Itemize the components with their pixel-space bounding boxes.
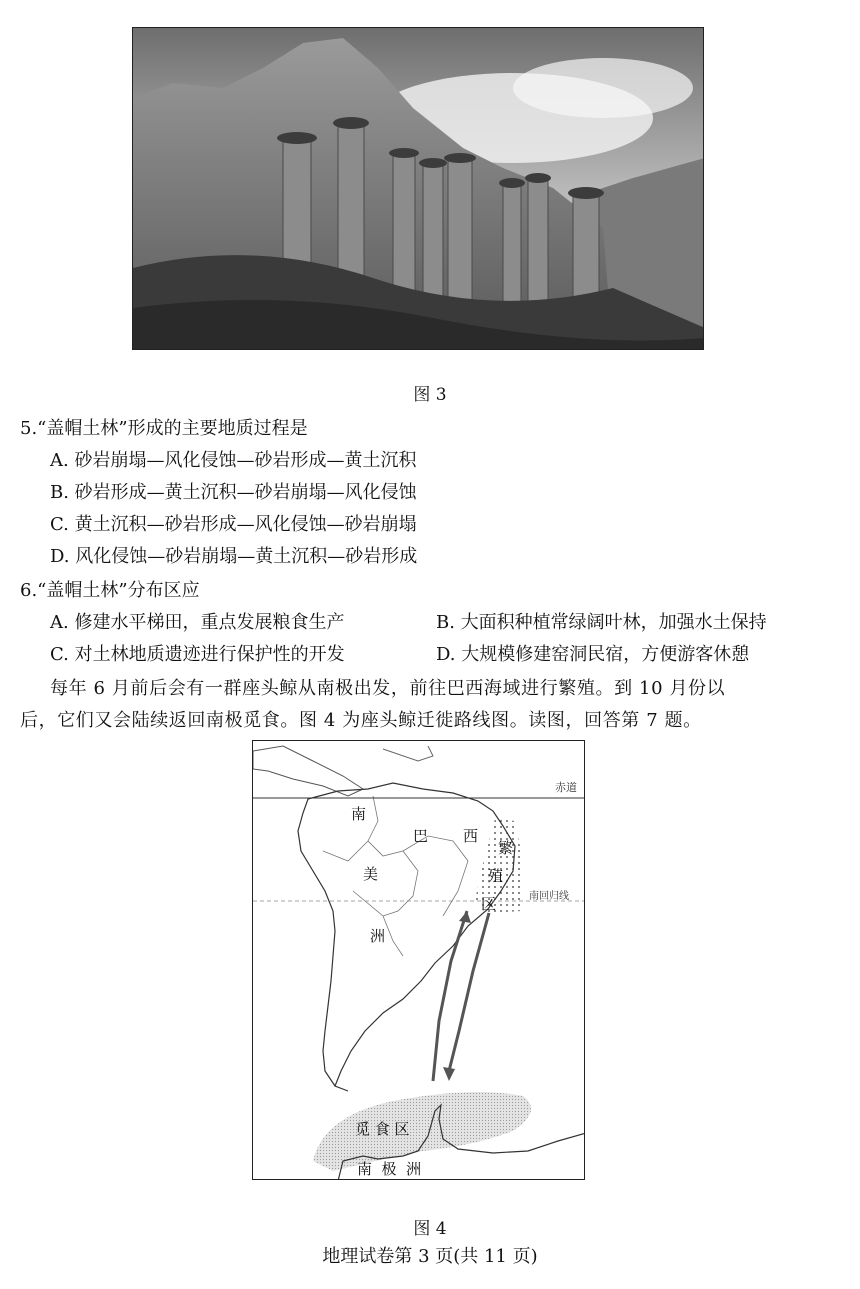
equator-label: 赤道 bbox=[555, 781, 577, 794]
southbound-arrow bbox=[449, 913, 489, 1071]
question-5-option-a: A. 砂岩崩塌—风化侵蚀—砂岩形成—黄土沉积 bbox=[50, 450, 417, 471]
label-breeding-2: 殖 bbox=[488, 867, 504, 885]
question-5-option-d: D. 风化侵蚀—砂岩崩塌—黄土沉积—砂岩形成 bbox=[50, 546, 418, 567]
question-6-option-a: A. 修建水平梯田，重点发展粮食生产 bbox=[50, 612, 345, 633]
question-6-option-c: C. 对土林地质遗迹进行保护性的开发 bbox=[50, 644, 345, 665]
whale-migration-map bbox=[253, 741, 585, 1180]
question-6-option-b: B. 大面积种植常绿阔叶林，加强水土保持 bbox=[436, 612, 767, 633]
question-5-option-b: B. 砂岩形成—黄土沉积—砂岩崩塌—风化侵蚀 bbox=[50, 482, 417, 503]
figure3-caption: 图 3 bbox=[413, 385, 447, 405]
feeding-area bbox=[313, 1092, 531, 1171]
hoodoo-landscape-image bbox=[133, 28, 704, 350]
southbound-arrowhead bbox=[443, 1067, 455, 1081]
figure4-caption: 图 4 bbox=[413, 1219, 447, 1239]
figure3-photo bbox=[132, 27, 704, 350]
question-5-stem: 5.“盖帽土林”形成的主要地质过程是 bbox=[20, 418, 308, 439]
label-antarctica: 南 极 洲 bbox=[357, 1160, 422, 1178]
label-brazil-2: 西 bbox=[463, 827, 479, 845]
northbound-arrow bbox=[433, 911, 467, 1081]
label-brazil-1: 巴 bbox=[413, 827, 429, 845]
label-south-america-3: 洲 bbox=[370, 927, 386, 945]
label-south-america-2: 美 bbox=[363, 865, 379, 883]
passage-line-1: 每年 6 月前后会有一群座头鲸从南极出发，前往巴西海域进行繁殖。到 10 月份以 bbox=[50, 678, 726, 699]
question-5-option-c: C. 黄土沉积—砂岩形成—风化侵蚀—砂岩崩塌 bbox=[50, 514, 417, 535]
tropic-label: 南回归线 bbox=[529, 891, 569, 902]
label-feeding-area: 觅 食 区 bbox=[355, 1120, 410, 1138]
label-breeding-1: 繁 bbox=[498, 839, 514, 857]
label-south-america-1: 南 bbox=[351, 805, 367, 823]
question-6-stem: 6.“盖帽土林”分布区应 bbox=[20, 580, 200, 601]
page-footer: 地理试卷第 3 页(共 11 页) bbox=[322, 1246, 538, 1267]
label-breeding-3: 区 bbox=[481, 895, 497, 913]
passage-line-2: 后，它们又会陆续返回南极觅食。图 4 为座头鲸迁徙路线图。读图，回答第 7 题。 bbox=[20, 710, 702, 731]
question-6-option-d: D. 大规模修建窑洞民宿，方便游客休憩 bbox=[436, 644, 750, 665]
figure4-map bbox=[252, 740, 585, 1180]
